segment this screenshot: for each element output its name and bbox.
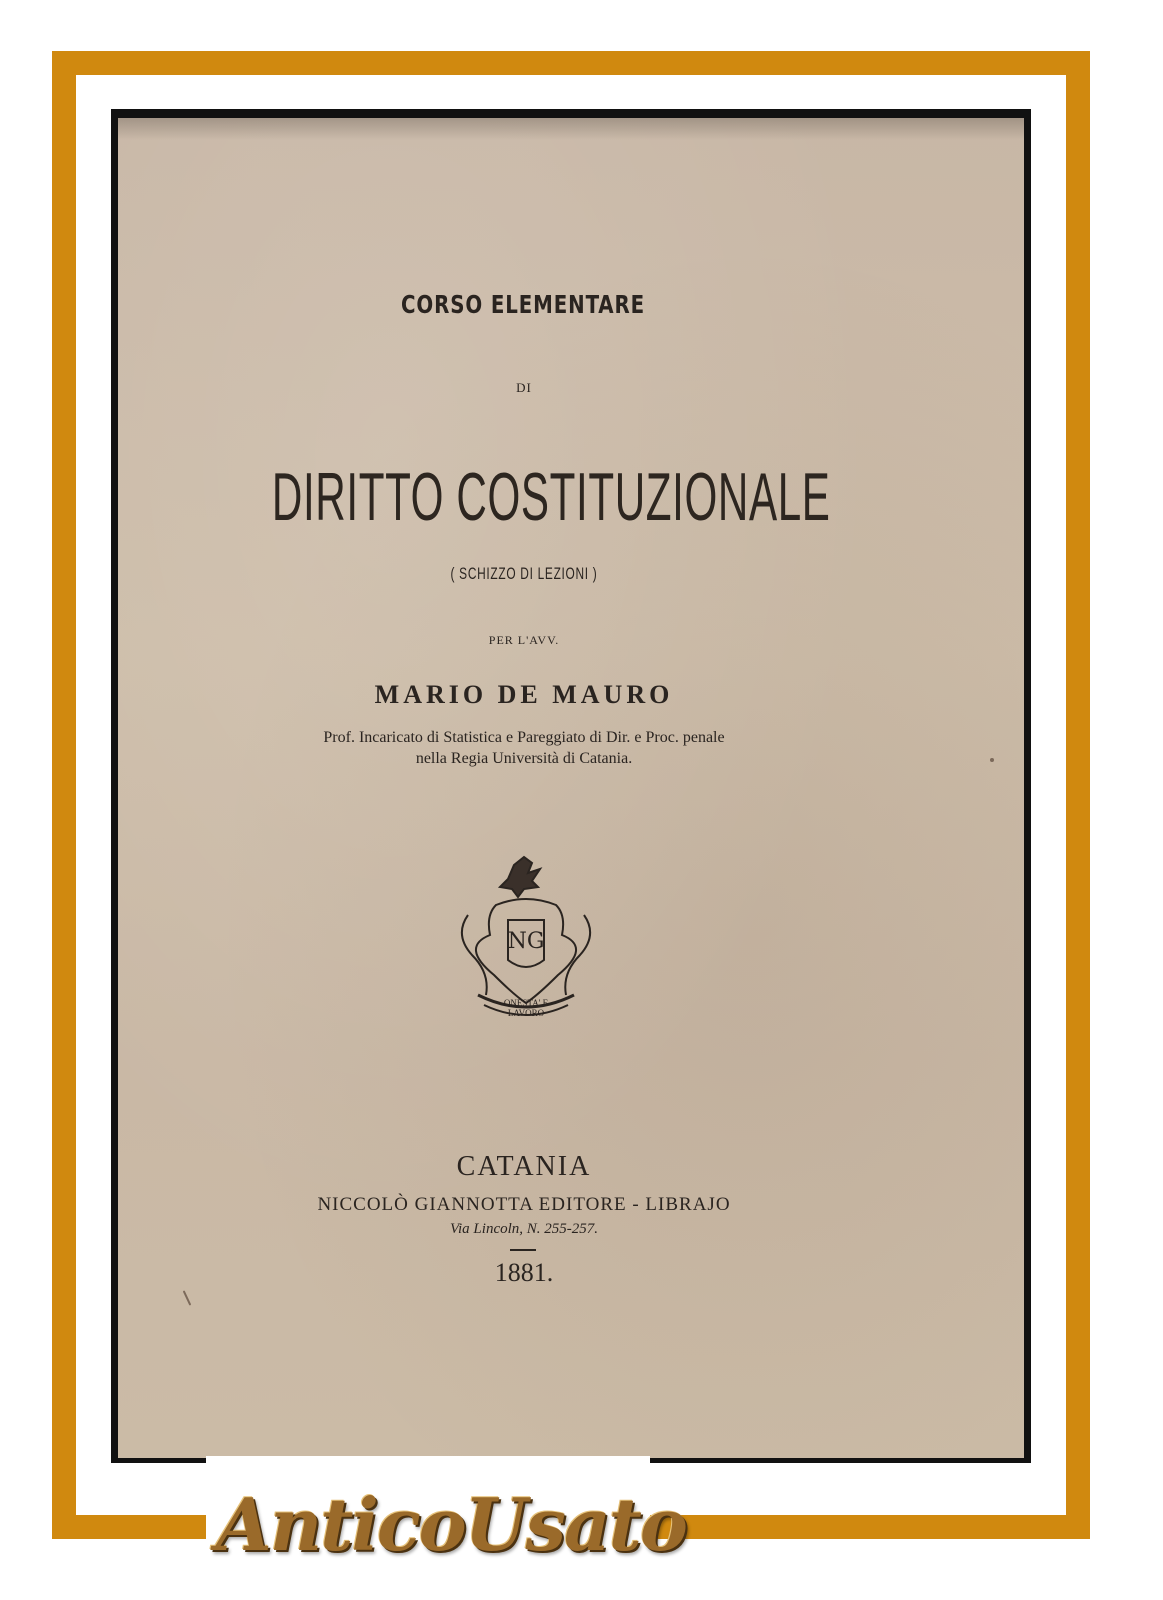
paper-spot [990,758,994,762]
author-affiliation-line-1: Prof. Incaricato di Statistica e Pareggiato di Dir. e Proc. penale [323,729,725,746]
author-affiliation-line-2: nella Regia Università di Catania. [415,750,633,767]
book-title: DIRITTO COSTITUZIONALE [271,459,831,535]
emblem-motto: ONESTA' E LAVORO [503,998,549,1018]
seller-logo: AnticoUsato [216,1482,686,1567]
author-prefix: PER L'AVV. [488,633,560,647]
book-subtitle: ( SCHIZZO DI LEZIONI ) [450,564,598,583]
series-heading: CORSO ELEMENTARE [401,290,645,319]
emblem-monogram: NG [507,929,545,954]
divider [510,1249,536,1251]
author-name: MARIO DE MAURO [374,680,674,709]
publisher-city: CATANIA [456,1151,592,1182]
book-cover [118,118,1024,1458]
publication-year: 1881. [494,1258,554,1287]
paper-mark [183,1290,192,1305]
connector-word: DI [516,380,532,395]
publisher-address: Via Lincoln, N. 255-257. [449,1221,599,1237]
publisher-name: NICCOLÒ GIANNOTTA EDITORE - LIBRAJO [317,1194,731,1215]
